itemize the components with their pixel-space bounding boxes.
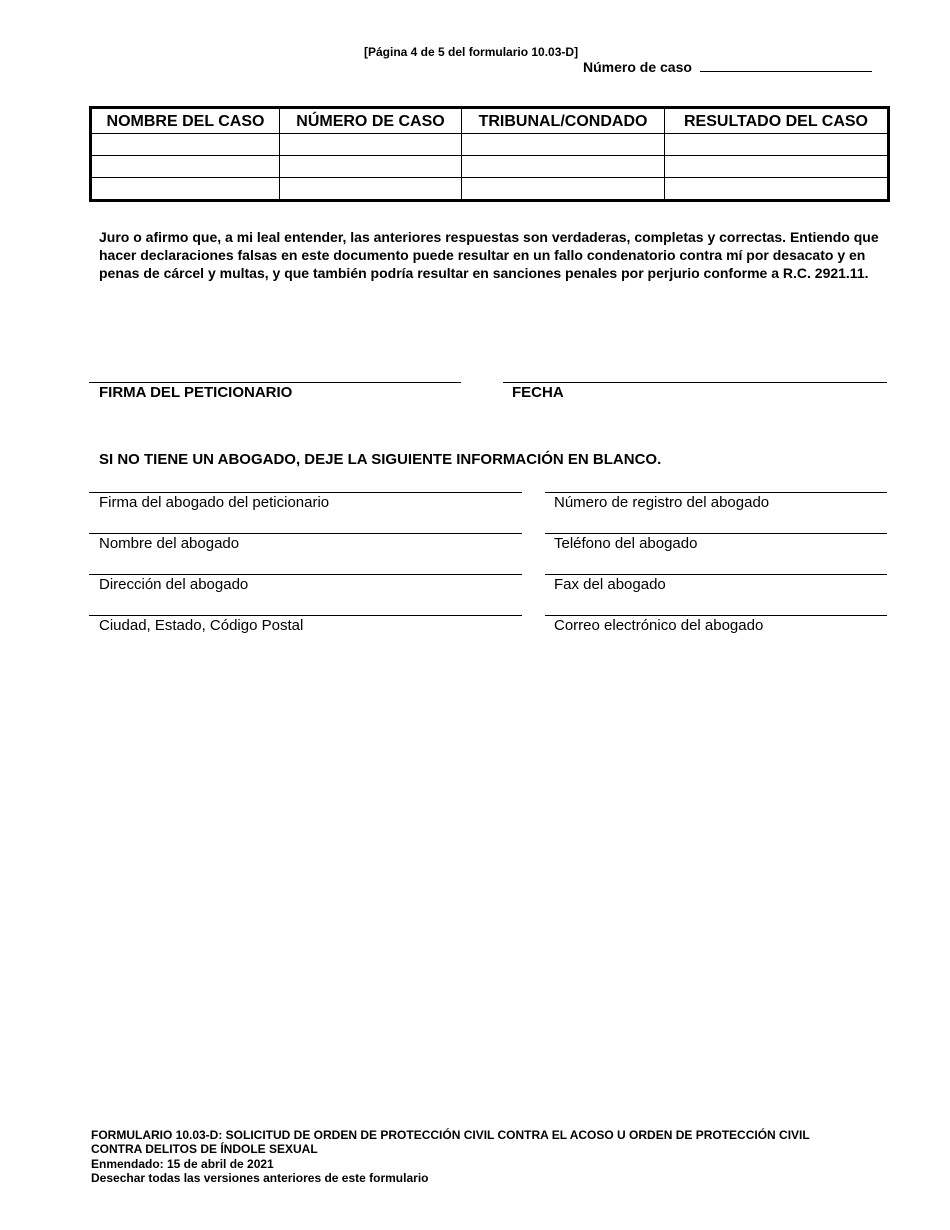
attorney-signature-line[interactable] — [89, 492, 522, 493]
column-header-case-number: NÚMERO DE CASO — [280, 108, 462, 134]
table-cell[interactable] — [280, 178, 462, 201]
attorney-name-label: Nombre del abogado — [99, 535, 240, 552]
petitioner-signature-line[interactable] — [89, 382, 461, 383]
case-number-field — [583, 59, 872, 75]
table-cell[interactable] — [462, 156, 665, 178]
date-line[interactable] — [503, 382, 887, 383]
attorney-address-line[interactable] — [89, 574, 522, 575]
page-indicator: [Página 4 de 5 del formulario 10.03-D] — [364, 45, 579, 59]
footer-form-title-cont: CONTRA DELITOS DE ÍNDOLE SEXUAL — [91, 1142, 318, 1157]
column-header-case-result: RESULTADO DEL CASO — [665, 108, 889, 134]
table-row — [91, 134, 889, 156]
table-cell[interactable] — [91, 156, 280, 178]
attorney-address-label: Dirección del abogado — [99, 576, 249, 593]
table-cell[interactable] — [280, 134, 462, 156]
attorney-signature-label: Firma del abogado del peticionario — [99, 494, 330, 511]
table-cell[interactable] — [462, 134, 665, 156]
attorney-registration-line[interactable] — [545, 492, 887, 493]
table-header-row — [91, 108, 889, 134]
case-number-label: Número de caso — [583, 59, 692, 75]
footer-discard-notice: Desechar todas las versiones anteriores de este formulario — [91, 1170, 429, 1185]
table-row — [91, 156, 889, 178]
attorney-email-line[interactable] — [545, 615, 887, 616]
city-state-zip-line[interactable] — [89, 615, 522, 616]
date-label: FECHA — [512, 384, 564, 401]
footer-form-title: FORMULARIO 10.03-D: SOLICITUD DE ORDEN DE PROTECCIÓN CIVIL CONTRA EL ACOSO U ORDEN DE PROTECCIÓN CIVIL — [91, 1128, 810, 1142]
table-cell[interactable] — [665, 156, 889, 178]
table-cell[interactable] — [665, 178, 889, 201]
form-footer — [91, 1128, 871, 1185]
column-header-court-county: TRIBUNAL/CONDADO — [462, 108, 665, 134]
table-cell[interactable] — [665, 134, 889, 156]
attorney-phone-label: Teléfono del abogado — [554, 535, 698, 552]
table-cell[interactable] — [280, 156, 462, 178]
petitioner-signature-label: FIRMA DEL PETICIONARIO — [99, 384, 293, 401]
attorney-blank-notice: SI NO TIENE UN ABOGADO, DEJE LA SIGUIENTE INFORMACIÓN EN BLANCO. — [99, 451, 662, 468]
column-header-case-name: NOMBRE DEL CASO — [91, 108, 280, 134]
attorney-fax-line[interactable] — [545, 574, 887, 575]
attorney-email-label: Correo electrónico del abogado — [554, 617, 764, 634]
table-cell[interactable] — [91, 178, 280, 201]
attorney-phone-line[interactable] — [545, 533, 887, 534]
attorney-registration-label: Número de registro del abogado — [554, 494, 770, 511]
oath-statement: Juro o afirmo que, a mi leal entender, las anteriores respuestas son verdaderas, completas y correctas. Entiendo que hacer declaraciones falsas en este documento puede resultar en un fallo condenatorio contra mí por desacato y en penas de cárcel y multas, y que también podría resultar en sanciones penales por perjurio conforme a R.C. 2921.11. — [99, 229, 879, 281]
attorney-name-line[interactable] — [89, 533, 522, 534]
table-cell[interactable] — [91, 134, 280, 156]
case-number-blank[interactable] — [700, 59, 872, 72]
table-cell[interactable] — [462, 178, 665, 201]
table-row — [91, 178, 889, 201]
footer-amended-date: Enmendado: 15 de abril de 2021 — [91, 1156, 274, 1171]
city-state-zip-label: Ciudad, Estado, Código Postal — [99, 617, 304, 634]
attorney-fax-label: Fax del abogado — [554, 576, 666, 593]
prior-cases-table — [89, 106, 890, 202]
